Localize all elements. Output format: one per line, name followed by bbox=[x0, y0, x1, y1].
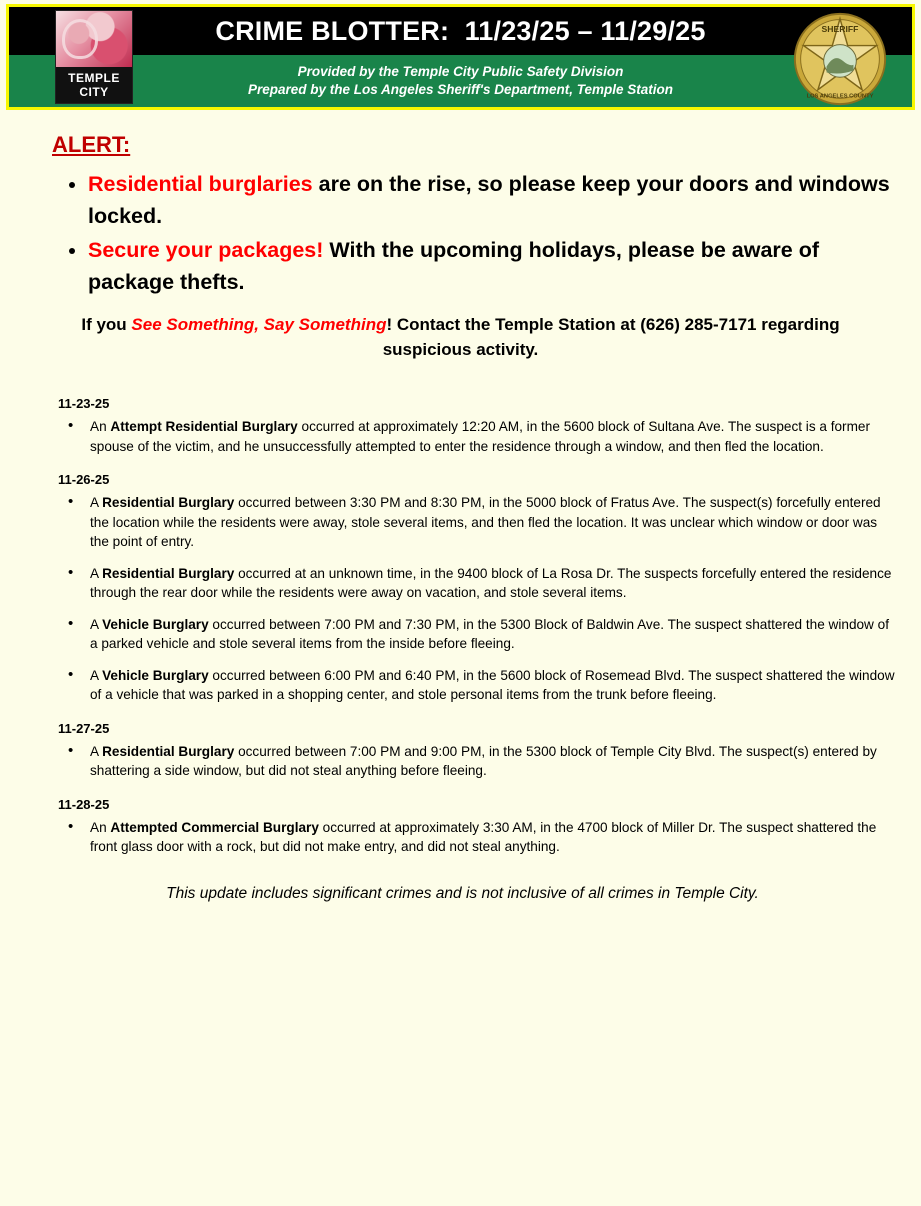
page-title: CRIME BLOTTER: 11/23/25 – 11/29/25 bbox=[215, 15, 706, 46]
alert-heading: ALERT: bbox=[52, 132, 131, 157]
alert-bullet-item bbox=[88, 234, 891, 298]
entry-crime-type: Vehicle Burglary bbox=[102, 667, 209, 683]
alert-section bbox=[0, 110, 921, 362]
entry-detail: occurred between 7:00 PM and 9:00 PM, in the 5300 block of Temple City Blvd. The suspect(s) entered by shattering a side window, but did not steal anything before fleeing. bbox=[90, 743, 877, 778]
svg-text:SHERIFF: SHERIFF bbox=[821, 24, 859, 35]
blotter-date-heading: 11-26-25 bbox=[58, 472, 110, 487]
blotter-entry bbox=[86, 742, 895, 781]
entry-crime-type: Attempted Commercial Burglary bbox=[110, 819, 319, 835]
alert-bullet-item bbox=[88, 168, 891, 232]
entry-crime-type: Vehicle Burglary bbox=[102, 616, 209, 632]
temple-city-logo-art bbox=[56, 11, 132, 67]
entry-crime-type: Residential Burglary bbox=[102, 743, 235, 759]
alert-note-prefix: If you bbox=[81, 315, 132, 334]
entry-lead: A bbox=[90, 495, 103, 510]
entry-lead: An bbox=[90, 819, 111, 835]
blotter-date-heading: 11-27-25 bbox=[58, 720, 110, 736]
entry-lead: A bbox=[90, 667, 103, 683]
blotter-entry-list bbox=[30, 742, 895, 781]
header-title-bar bbox=[9, 7, 912, 55]
alert-bullet-highlight: Residential burglaries bbox=[88, 172, 313, 196]
entry-crime-type: Residential Burglary bbox=[102, 565, 235, 581]
entry-crime-type: Attempt Residential Burglary bbox=[110, 419, 298, 434]
svg-text:LOS ANGELES COUNTY: LOS ANGELES COUNTY bbox=[806, 93, 874, 100]
header-subtitle-line-2: Prepared by the Los Angeles Sheriff's Department, Temple Station bbox=[247, 82, 674, 97]
entry-lead: A bbox=[90, 565, 103, 581]
temple-city-logo bbox=[55, 10, 133, 104]
alert-note-suffix: ! Contact the Temple Station at (626) 285-7171 regarding suspicious activity. bbox=[382, 315, 840, 359]
blotter-entry bbox=[86, 666, 895, 705]
entry-detail: occurred at approximately 12:20 AM, in the 5600 block of Sultana Ave. The suspect is a former spouse of the victim, and he unsuccessfully attempted to enter the residence through a window, and then fled the location. bbox=[90, 419, 870, 454]
blotter-entries-section bbox=[0, 362, 921, 903]
blotter-entry bbox=[86, 564, 895, 603]
blotter-entry-list bbox=[30, 417, 895, 456]
alert-bullet-text: are on the rise, so please keep your doors and windows locked. bbox=[88, 172, 890, 228]
footer-disclaimer: This update includes significant crimes and is not inclusive of all crimes in Temple City. bbox=[166, 884, 759, 902]
entry-crime-type: Residential Burglary bbox=[102, 495, 235, 510]
blotter-entry bbox=[86, 417, 895, 456]
crime-blotter-page bbox=[0, 4, 921, 1206]
entry-detail: occurred at approximately 3:30 AM, in the 4700 block of Miller Dr. The suspect shattered the front glass door with a rock, but did not make entry, and did not steal anything. bbox=[90, 819, 877, 854]
blotter-date-heading: 11-28-25 bbox=[58, 796, 110, 812]
blotter-entry bbox=[86, 493, 895, 552]
temple-city-logo-text: TEMPLE CITY bbox=[68, 71, 120, 99]
blotter-entry bbox=[86, 615, 895, 654]
blotter-entry-list bbox=[30, 493, 895, 705]
entry-detail: occurred between 6:00 PM and 6:40 PM, in the 5600 block of Rosemead Blvd. The suspect shattered the window of a vehicle that was parked in a shopping center, and stole personal items from the trunk before fleeing. bbox=[90, 667, 895, 702]
entry-lead: A bbox=[90, 616, 103, 632]
entry-detail: occurred between 3:30 PM and 8:30 PM, in the 5000 block of Fratus Ave. The suspect(s) forcefully entered the location while the residents were away, stole several items, and then fled the location. It was unclear which window or door was the point of entry. bbox=[90, 495, 881, 549]
entry-detail: occurred between 7:00 PM and 7:30 PM, in the 5300 Block of Baldwin Ave. The suspect shattered the window of a parked vehicle and stole several items from the inside before fleeing. bbox=[90, 616, 889, 651]
alert-bullet-highlight: Secure your packages! bbox=[88, 238, 324, 262]
alert-bullet-text: With the upcoming holidays, please be aware of package thefts. bbox=[88, 238, 820, 294]
sheriff-star-icon bbox=[792, 11, 888, 107]
blotter-entry-list bbox=[30, 818, 895, 857]
alert-contact-note bbox=[70, 312, 851, 362]
header-subtitle-bar bbox=[9, 55, 912, 107]
alert-bullet-list bbox=[48, 168, 891, 298]
header-subtitle-line-1: Provided by the Temple City Public Safety Division bbox=[297, 64, 624, 79]
blotter-date-heading: 11-23-25 bbox=[58, 396, 110, 411]
blotter-entry bbox=[86, 818, 895, 857]
alert-note-emphasis: See Something, Say Something bbox=[131, 315, 387, 334]
document-header bbox=[6, 4, 915, 110]
entry-detail: occurred at an unknown time, in the 9400 block of La Rosa Dr. The suspects forcefully entered the residence through the rear door while the residents were away on vacation, and stole several items. bbox=[90, 565, 892, 600]
entry-lead: A bbox=[90, 743, 103, 759]
entry-lead: An bbox=[90, 419, 111, 434]
